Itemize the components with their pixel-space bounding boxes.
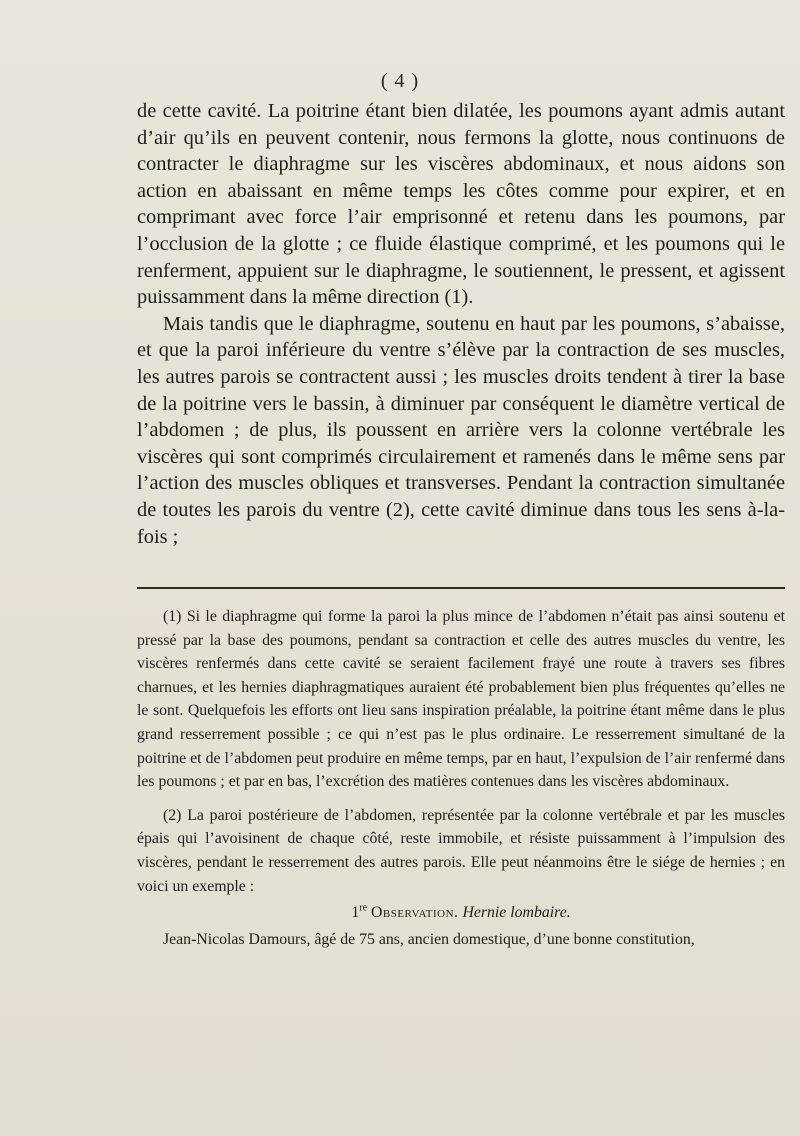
observation-superscript: re	[359, 902, 368, 914]
paragraph-2: Mais tandis que le diaphragme, soutenu en haut par les poumons, s’abaisse, et que la paroi inférieure du ventre s’élève par la contraction de ses muscles, les autres parois se contractent aussi ; les muscles droits tendent à tirer la base de la poitrine vers le bassin, à diminuer par conséquent le diamètre vertical de l’abdomen ; de plus, ils poussent en arrière vers la colonne vertébrale les viscères qui sont comprimés circulairement et ramenés dans le même sens par l’action des muscles obliques et transverses. Pendant la contraction simultanée de toutes les parois du ventre (2), cette cavité diminue dans tous les sens à-la-fois ;	[137, 312, 785, 548]
observation-title: Hernie lombaire.	[462, 904, 571, 922]
paragraph-1: de cette cavité. La poitrine étant bien dilatée, les poumons ayant admis autant d’air qu’ils en peuvent contenir, nous fermons la glotte, nous continuons de contracter le diaphragme sur les viscères abdominaux, et nous aidons son action en abaissant en même temps les côtes comme pour expirer, et en comprimant avec force l’air emprisonné et retenu dans les poumons, par l’occlusion de la glotte ; ce fluide élastique comprimé, et les poumons qui le renferment, appuient sur le diaphragme, le soutiennent, le pressent, et agissent puissamment dans la même direction (1).	[137, 100, 785, 309]
main-text	[137, 98, 785, 550]
page-number: ( 4 )	[380, 70, 420, 92]
observation-label: Observation.	[370, 904, 459, 922]
observation-heading	[137, 901, 785, 925]
footnote-2: (2) La paroi postérieure de l’abdomen, représentée par la colonne vertébrale et par les muscles épais qui l’avoisinent de chaque côté, reste immobile, et résiste puissamment à l’impulsion des viscères, pendant le resserrement des autres parois. Elle peut néanmoins être le siége de hernies ; en voici un exemple :	[137, 806, 785, 895]
observation-first-line: Jean-Nicolas Damours, âgé de 75 ans, ancien domestique, d’une bonne constitution,	[163, 930, 695, 948]
footnote-divider	[137, 587, 785, 589]
footnote-1: (1) Si le diaphragme qui forme la paroi la plus mince de l’abdomen n’était pas ainsi soutenu et pressé par la base des poumons, pendant sa contraction et celle des autres muscles du ventre, les viscères renfermés dans cette cavité se seraient facilement frayé une route à travers ses fibres charnues, et les hernies diaphragmatiques auraient été probablement bien plus fréquentes qu’elles ne le sont. Quelquefois les efforts ont lieu sans inspiration préalable, la poitrine étant même dans le plus grand resserrement possible ; ce qui n’est pas le plus ordinaire. Le resserrement simultané de la poitrine et de l’abdomen peut produire en même temps, par en haut, l’expulsion de l’air renfermé dans les poumons ; et par en bas, l’excrétion des matières contenues dans les viscères abdominaux.	[137, 608, 785, 791]
observation-number: 1	[351, 904, 360, 922]
footnotes	[137, 605, 785, 951]
